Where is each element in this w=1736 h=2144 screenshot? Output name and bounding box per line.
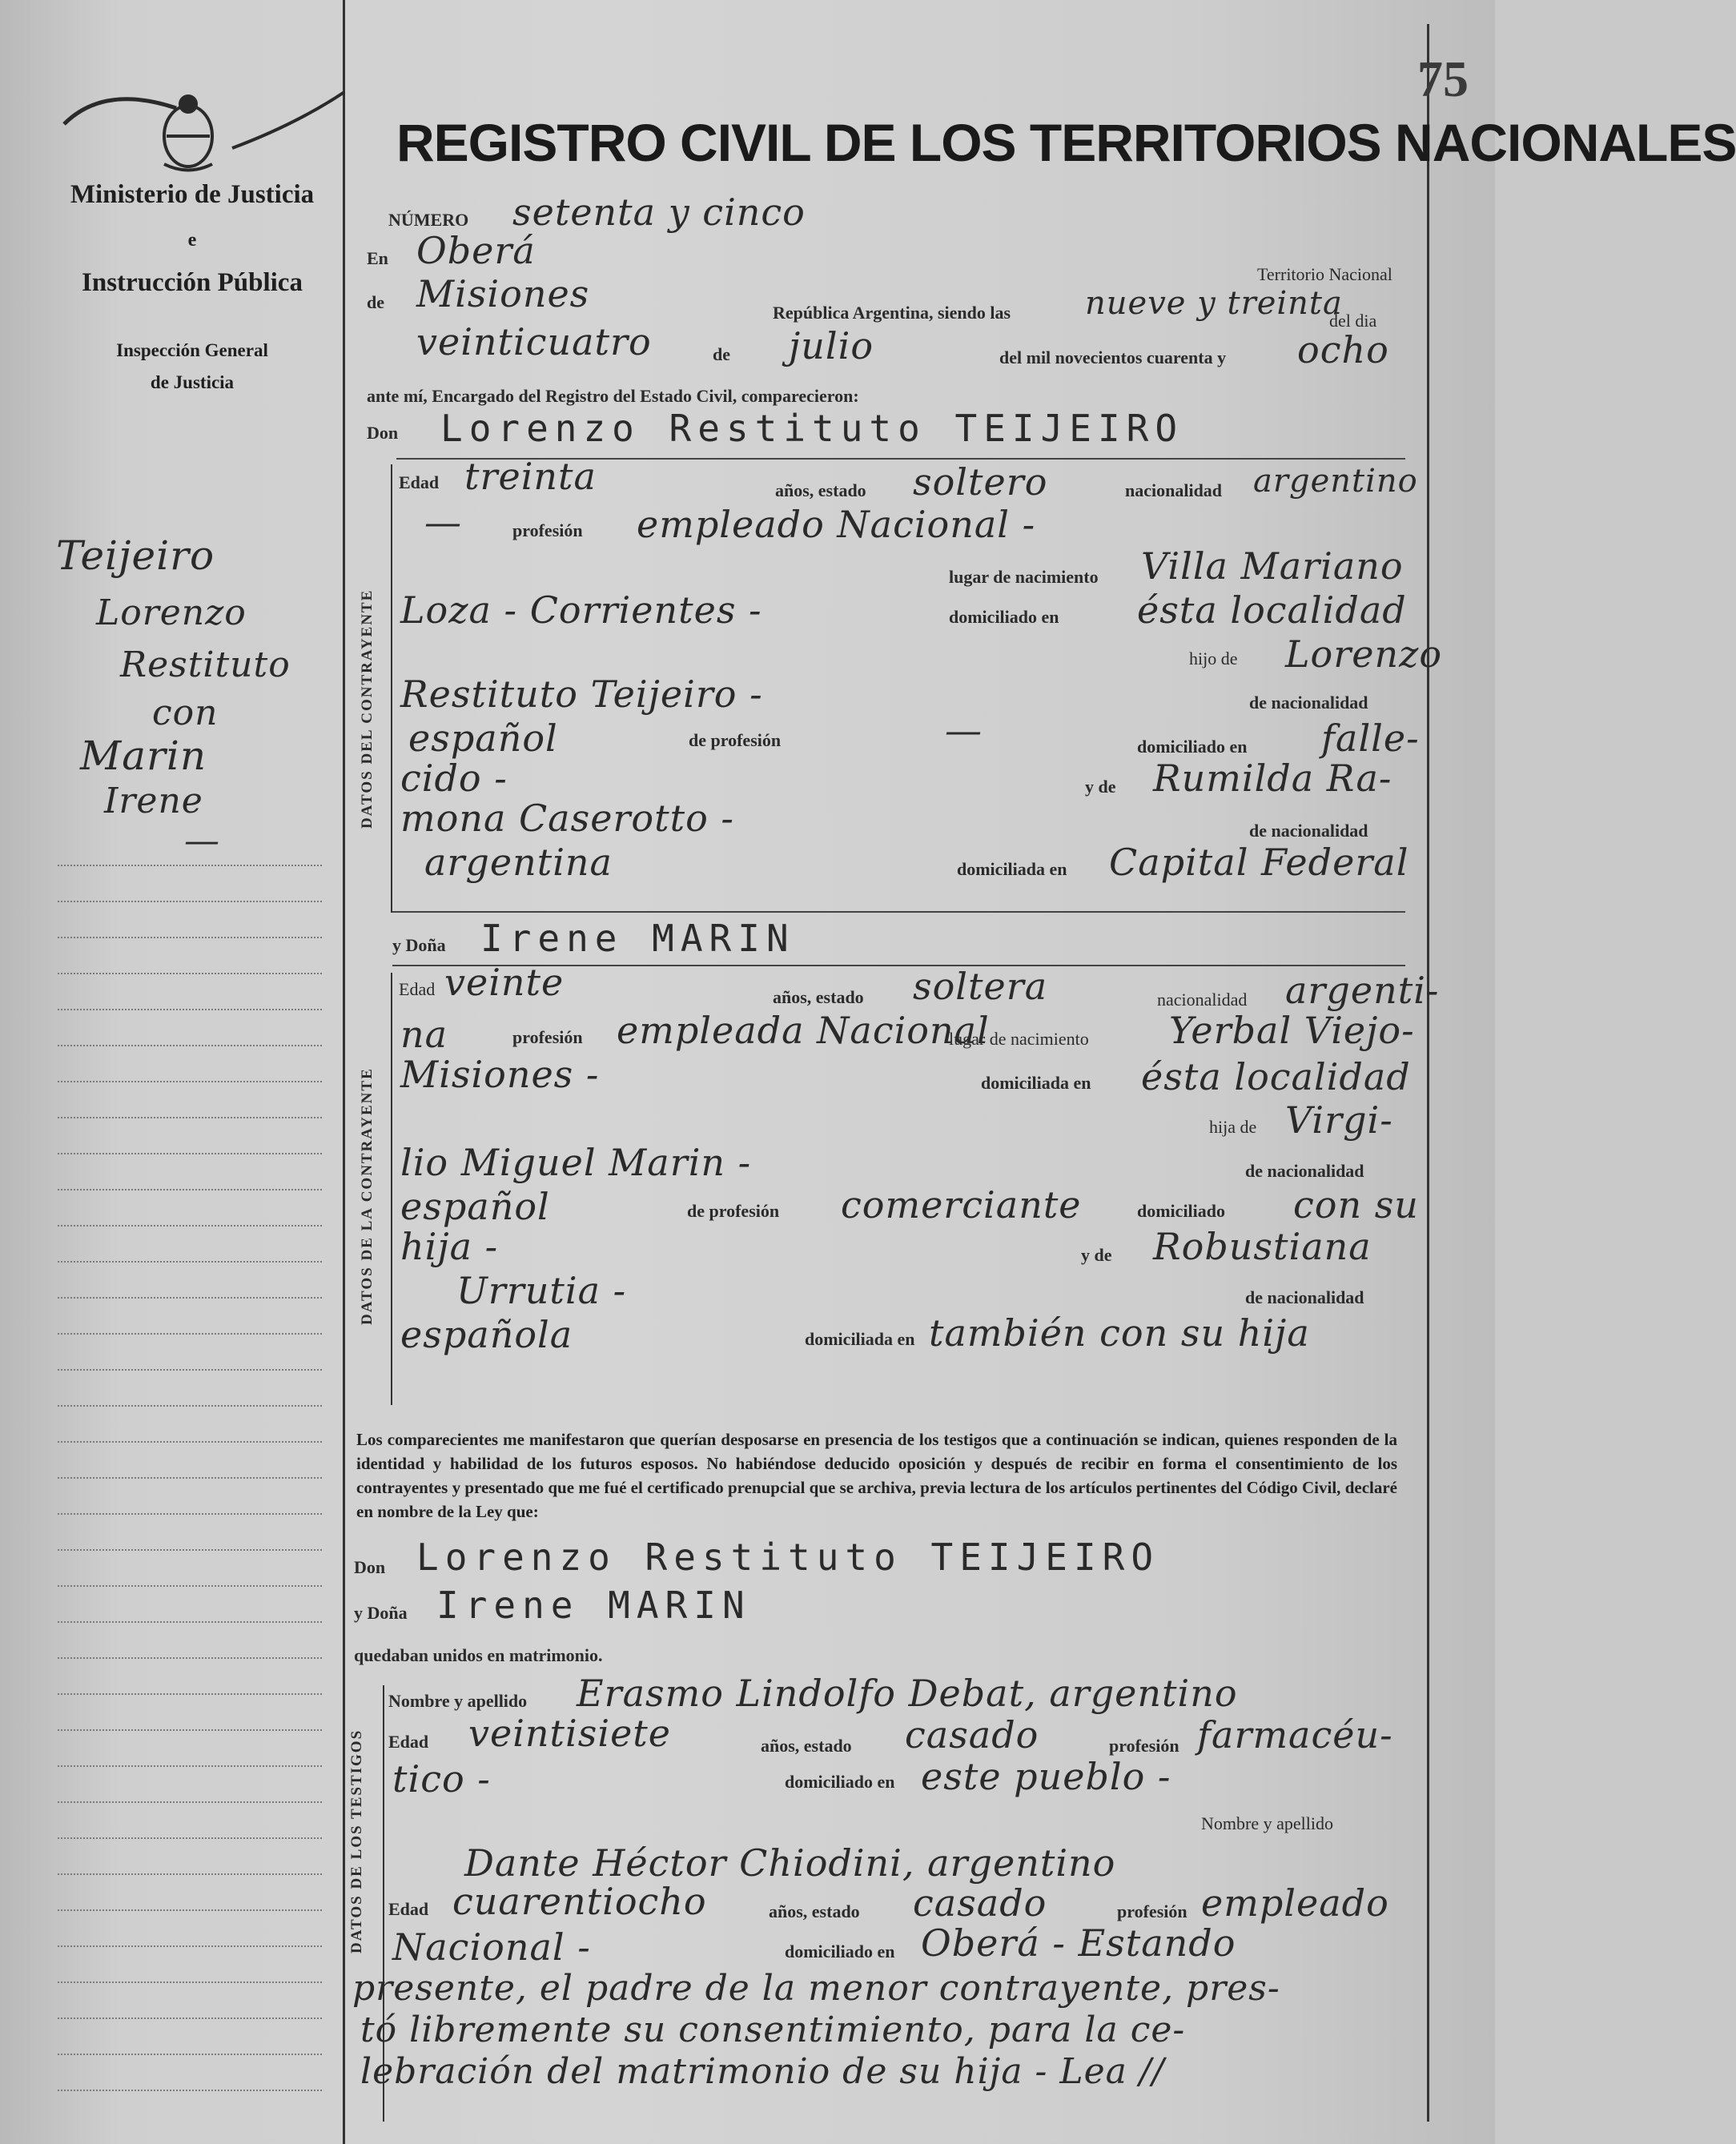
padre-value: Lorenzo: [1285, 632, 1443, 676]
t1-profesion: farmacéu-: [1197, 1713, 1393, 1757]
padre-value-2: Restituto Teijeiro -: [400, 673, 763, 716]
padre-nac: español: [400, 1185, 550, 1228]
margin-rule: [58, 1657, 322, 1659]
dona-label: y Doña: [392, 935, 446, 955]
margin-rule: [58, 1369, 322, 1371]
lugar-value: Villa Mariano: [1141, 544, 1404, 588]
margin-rule: [58, 1333, 322, 1335]
margin-rule: [58, 1009, 322, 1010]
profesion-label: profesión: [512, 520, 583, 540]
consent-note: presente, el padre de la menor contrayente, pres-: [352, 1968, 1280, 2009]
margin-rule: [58, 2054, 322, 2055]
madre-dom: Capital Federal: [1109, 841, 1409, 884]
margin-rule: [58, 1297, 322, 1299]
declaration-paragraph: Los comparecientes me manifestaron que querían desposarse en presencia de los testigos que a continuación se indican, quienes responden de la identidad y habilidad de los futuros esposos. No habiéndose deducido oposición y después de recibir en forma el consentimiento de los contrayentes y presentado que me fué el certificado prenupcial que se archiva, previa lectura de los artículos pertinentes del Código Civil, declaré en nombre de la Ley que:: [356, 1430, 1397, 1521]
dia-value: veinticuatro: [416, 320, 652, 363]
margin-rule: [58, 1261, 322, 1263]
t1-edad: veintisiete: [468, 1712, 671, 1755]
madre-nac: argentina: [424, 841, 613, 884]
union-don-value: Lorenzo Restituto TEIJEIRO: [416, 1536, 1160, 1579]
padre-dom: con su: [1293, 1183, 1419, 1227]
margin-rule: [58, 865, 322, 866]
margin-rule: [58, 1765, 322, 1767]
madre-value: Robustiana: [1153, 1225, 1372, 1268]
quedaban-label: quedaban unidos en matrimonio.: [354, 1645, 603, 1665]
margin-note-line: Irene: [104, 781, 203, 821]
margin-rule: [58, 1909, 322, 1911]
margin-rule: [58, 1549, 322, 1551]
margin-note-line: —: [184, 821, 220, 861]
union-dona-value: Irene MARIN: [436, 1584, 751, 1627]
dona-label: y Doña: [354, 1603, 408, 1623]
padre-nac: español: [408, 717, 558, 760]
padre-value-2: lio Miguel Marin -: [400, 1141, 752, 1184]
t2-edad-label: Edad: [388, 1899, 429, 1919]
margin-note-line: Marin: [80, 733, 207, 779]
en-label: En: [367, 248, 388, 268]
margin-rule: [58, 1153, 322, 1154]
republica-label: República Argentina, siendo las: [773, 303, 1011, 323]
hija-label: hija de: [1209, 1117, 1257, 1137]
t1-profesion-label: profesión: [1109, 1736, 1179, 1756]
madre-nac: española: [400, 1313, 573, 1356]
numero-value: setenta y cinco: [512, 191, 806, 234]
anos-label: años, estado: [773, 987, 864, 1007]
profesion-label: profesión: [512, 1027, 583, 1047]
lugar-value: Yerbal Viejo-: [1169, 1009, 1415, 1052]
t2-nombre-label: Nombre y apellido: [1201, 1813, 1333, 1833]
ministry-line1: Ministerio de Justicia: [70, 180, 315, 209]
edad-value: treinta: [464, 455, 597, 498]
margin-rule: [58, 1585, 322, 1587]
margin-rule: [58, 1729, 322, 1731]
right-margin-rule: [1427, 24, 1429, 2122]
padre-prof: comerciante: [841, 1183, 1082, 1227]
margin-rule: [58, 1945, 322, 1947]
domiciliado-value: ésta localidad: [1137, 588, 1407, 632]
dash-value: —: [424, 500, 462, 544]
margin-note-line: Restituto: [120, 644, 291, 685]
margin-rule: [58, 1117, 322, 1118]
margin-note-line: con: [152, 693, 219, 733]
nacionalidad-value: argentino: [1253, 463, 1418, 500]
anos-label: años, estado: [775, 480, 866, 500]
estado-value: soltera: [913, 965, 1048, 1008]
contrayente-f-section-label: DATOS DE LA CONTRAYENTE: [359, 1067, 376, 1325]
consent-note: lebración del matrimonio de su hija - Lea //: [360, 2051, 1165, 2092]
lugar-value-2: Misiones -: [400, 1053, 600, 1096]
madre-dom: también con su hija: [929, 1311, 1310, 1355]
nac-label: de nacionalidad: [1245, 1161, 1364, 1181]
margin-rule: [58, 1045, 322, 1046]
profesion-value: empleado Nacional -: [637, 503, 1036, 546]
nac2-label: de nacionalidad: [1245, 1287, 1364, 1307]
nacionalidad-label: nacionalidad: [1157, 990, 1248, 1010]
flourish-icon: [56, 76, 360, 188]
edad-label: Edad: [399, 472, 440, 492]
margin-rule: [58, 1225, 322, 1227]
t2-edad: cuarentiocho: [452, 1880, 707, 1923]
estado-value: soltero: [913, 460, 1048, 504]
padre-dom-2: cido -: [400, 757, 508, 800]
padre-dom-label: domiciliado en: [1137, 737, 1248, 757]
t1-profesion-2: tico -: [392, 1757, 491, 1801]
padre-dom-2: hija -: [400, 1225, 499, 1268]
mes-value: julio: [789, 324, 874, 367]
t2-profesion-2: Nacional -: [392, 1925, 591, 1969]
t1-nombre: Erasmo Lindolfo Debat, argentino: [577, 1672, 1238, 1715]
ministry-line2: e: [187, 230, 197, 251]
contrayente-bracket: [391, 464, 392, 913]
margin-rule: [58, 1189, 322, 1190]
de-profesion-label: de profesión: [687, 1201, 780, 1221]
t1-edad-label: Edad: [388, 1732, 429, 1752]
t2-anos-label: años, estado: [769, 1901, 860, 1921]
margin-rule: [58, 2018, 322, 2019]
lugar-label: lugar de nacimiento: [949, 1029, 1089, 1049]
de2-label: de: [713, 344, 730, 364]
hijo-label: hijo de: [1189, 648, 1238, 668]
t2-profesion-label: profesión: [1117, 1901, 1187, 1921]
y-de-label: y de: [1081, 1245, 1112, 1265]
margin-rule: [58, 1981, 322, 1983]
t1-nombre-label: Nombre y apellido: [388, 1691, 528, 1711]
padre-dom: falle-: [1321, 717, 1420, 760]
margin-rule: [58, 1405, 322, 1407]
consent-note: tó libremente su consentimiento, para la ce-: [360, 2009, 1186, 2050]
t1-estado: casado: [905, 1713, 1039, 1757]
lugar-value-2: Loza - Corrientes -: [400, 588, 762, 632]
edad-value: veinte: [444, 961, 565, 1004]
margin-rule: [58, 1693, 322, 1695]
de-label: de: [367, 292, 384, 312]
madre-value-2: mona Caserotto -: [400, 797, 734, 840]
de-profesion-label: de profesión: [689, 730, 782, 750]
margin-rule: [58, 1801, 322, 1803]
margin-rule: [58, 901, 322, 902]
dona-value: Irene MARIN: [480, 917, 795, 960]
ministry-sub2: de Justicia: [150, 372, 235, 392]
anio-label: del mil novecientos cuarenta y: [999, 347, 1227, 367]
left-margin-rule: [343, 0, 345, 2144]
madre-dom-label: domiciliada en: [805, 1329, 915, 1349]
lugar-label: lugar de nacimiento: [949, 567, 1099, 587]
domiciliada-label: domiciliada en: [957, 859, 1067, 879]
divider: [392, 911, 1405, 913]
margin-rule: [58, 1873, 322, 1875]
ministry-line3: Instrucción Pública: [82, 268, 303, 297]
margin-rule: [58, 1081, 322, 1082]
edad-label: Edad: [399, 979, 436, 999]
t2-estado: casado: [913, 1881, 1047, 1925]
margin-rule: [58, 973, 322, 974]
margin-rule: [58, 1621, 322, 1623]
don-value: Lorenzo Restituto TEIJEIRO: [440, 407, 1184, 450]
anio-value: ocho: [1297, 328, 1389, 371]
domiciliada-value: ésta localidad: [1141, 1055, 1411, 1098]
de-value: Misiones: [416, 272, 590, 315]
margin-rule: [58, 1441, 322, 1443]
y-de-label: y de: [1085, 777, 1116, 797]
don-label: Don: [354, 1557, 386, 1577]
don-label: Don: [367, 423, 399, 443]
contrayente-section-label: DATOS DEL CONTRAYENTE: [359, 588, 376, 829]
domiciliado-label: domiciliado en: [949, 607, 1059, 627]
margin-rule: [58, 937, 322, 938]
nacionalidad-label: nacionalidad: [1125, 480, 1223, 500]
del-dia-label: del dia: [1329, 311, 1377, 331]
madre-value-2: Urrutia -: [456, 1269, 627, 1312]
hora-value: nueve y treinta: [1085, 285, 1343, 322]
contrayente-f-bracket: [391, 973, 392, 1405]
en-value: Oberá: [416, 229, 536, 272]
margin-note-line: Lorenzo: [96, 592, 247, 633]
nacionalidad-value: argenti-: [1285, 969, 1440, 1012]
page-number: 75: [1417, 50, 1469, 107]
madre-value: Rumilda Ra-: [1153, 757, 1392, 800]
ante-label: ante mí, Encargado del Registro del Estado Civil, comparecieron:: [367, 386, 859, 406]
numero-label: NÚMERO: [388, 210, 469, 230]
territorio-label: Territorio Nacional: [1257, 264, 1392, 284]
padre-value: Virgi-: [1285, 1098, 1393, 1142]
ministry-sub1: Inspección General: [116, 340, 268, 360]
t2-nombre: Dante Héctor Chiodini, argentino: [464, 1841, 1116, 1885]
nacionalidad-value-2: na: [400, 1013, 448, 1056]
nac-label: de nacionalidad: [1249, 693, 1368, 713]
page-title: REGISTRO CIVIL DE LOS TERRITORIOS NACIONALES: [396, 113, 1736, 172]
t1-dom-label: domiciliado en: [785, 1772, 895, 1792]
nac2-label: de nacionalidad: [1249, 821, 1368, 841]
t1-dom: este pueblo -: [921, 1755, 1171, 1798]
margin-rule: [58, 1837, 322, 1839]
testigos-section-label: DATOS DE LOS TESTIGOS: [348, 1728, 365, 1953]
domiciliada-label: domiciliada en: [981, 1073, 1091, 1093]
t2-dom: Oberá - Estando: [921, 1921, 1236, 1965]
margin-rule: [58, 1513, 322, 1515]
padre-dom-label: domiciliado: [1137, 1201, 1226, 1221]
profesion-value: empleada Nacional: [617, 1009, 990, 1052]
t2-profesion: empleado: [1201, 1881, 1389, 1925]
t2-dom-label: domiciliado en: [785, 1941, 895, 1961]
t1-anos-label: años, estado: [761, 1736, 852, 1756]
margin-rule: [58, 2090, 322, 2091]
margin-note-line: Teijeiro: [56, 532, 215, 579]
padre-prof: —: [945, 709, 983, 752]
margin-rule: [58, 1477, 322, 1479]
